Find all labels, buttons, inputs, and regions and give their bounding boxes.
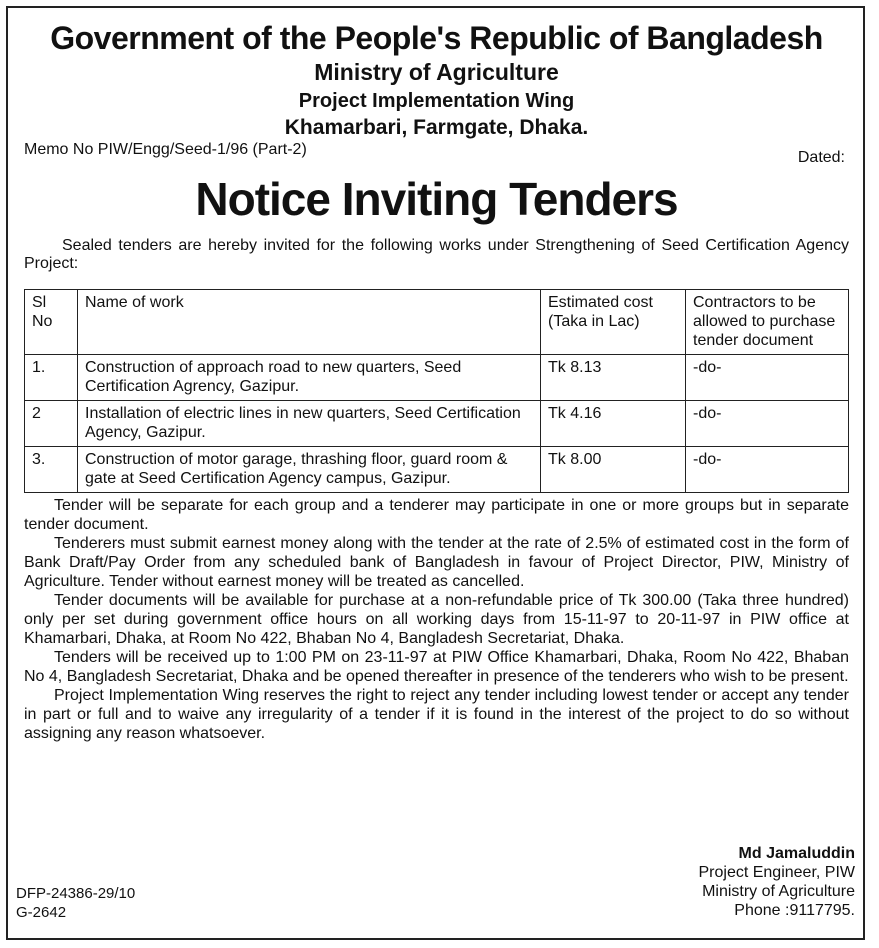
row-name: Construction of motor garage, thrashing floor, guard room & gate at Seed Certification Agency campus, Gazipur. bbox=[78, 447, 541, 493]
memo-number: Memo No PIW/Engg/Seed-1/96 (Part-2) bbox=[24, 141, 307, 158]
terms-section bbox=[24, 496, 849, 743]
table-row bbox=[25, 355, 849, 401]
address-heading: Khamarbari, Farmgate, Dhaka. bbox=[284, 116, 589, 139]
wing-heading: Project Implementation Wing bbox=[298, 90, 575, 112]
tender-notice bbox=[6, 6, 865, 940]
dfp-reference: DFP-24386-29/10 bbox=[16, 885, 136, 902]
header-cost: Estimated cost (Taka in Lac) bbox=[541, 290, 686, 355]
table-header-row bbox=[25, 290, 849, 355]
header-sl: Sl No bbox=[25, 290, 78, 355]
dated-label: Dated: bbox=[797, 149, 845, 166]
row-cost: Tk 4.16 bbox=[541, 401, 686, 447]
row-name: Construction of approach road to new quarters, Seed Certification Agrency, Gazipur. bbox=[78, 355, 541, 401]
paragraph-rights-reserved: Project Implementation Wing reserves the right to reject any tender including lowest tender or accept any tender in part or full and to waive any irregularity of a tender if it is found in the interest of the project to do so without assigning any reason whatsoever. bbox=[24, 687, 849, 742]
table-row bbox=[25, 401, 849, 447]
row-contractors: -do- bbox=[686, 355, 849, 401]
signatory-ministry: Ministry of Agriculture bbox=[702, 883, 855, 900]
row-sl: 3. bbox=[25, 447, 78, 493]
ministry-heading: Ministry of Agriculture bbox=[314, 59, 559, 85]
header-contractors: Contractors to be allowed to purchase tender document bbox=[686, 290, 849, 355]
g-reference: G-2642 bbox=[16, 904, 67, 921]
row-cost: Tk 8.00 bbox=[541, 447, 686, 493]
memo-row bbox=[24, 141, 849, 167]
paragraph-receipt-opening: Tenders will be received up to 1:00 PM on 23-11-97 at PIW Office Khamarbari, Dhaka, Room No 422, Bhaban No 4, Bangladesh Secretariat, Dhaka and be opened thereafter in presence of the tenderers who wish to be present. bbox=[24, 649, 849, 685]
paragraph-separate-groups: Tender will be separate for each group and a tenderer may participate in one or more groups but in separate tender document. bbox=[24, 497, 849, 533]
row-contractors: -do- bbox=[686, 447, 849, 493]
reference-codes bbox=[16, 884, 135, 922]
government-heading: Government of the People's Republic of Bangladesh bbox=[50, 20, 823, 56]
table-row bbox=[25, 447, 849, 493]
row-name: Installation of electric lines in new quarters, Seed Certification Agency, Gazipur. bbox=[78, 401, 541, 447]
signatory-designation: Project Engineer, PIW bbox=[698, 864, 855, 881]
notice-title: Notice Inviting Tenders bbox=[195, 173, 678, 225]
paragraph-tender-documents: Tender documents will be available for purchase at a non-refundable price of Tk 300.00 (Taka three hundred) only per set during government office hours on all working days from 15-11-97 to 20-11-97 in PIW office at Khamarbari, Dhaka, at Room No 422, Bhaban No 4, Bangladesh Secretariat, Dhaka. bbox=[24, 592, 849, 647]
row-contractors: -do- bbox=[686, 401, 849, 447]
intro-paragraph: Sealed tenders are hereby invited for the following works under Strengthening of Seed Certification Agency Project: bbox=[24, 237, 849, 272]
signature-block bbox=[698, 844, 855, 920]
signatory-phone: Phone :9117795. bbox=[734, 902, 855, 919]
paragraph-earnest-money: Tenderers must submit earnest money along with the tender at the rate of 2.5% of estimated cost in the form of Bank Draft/Pay Order from any scheduled bank of Bangladesh in favour of Project Director, PIW, Ministry of Agriculture. Tender without earnest money will be treated as cancelled. bbox=[24, 535, 849, 590]
row-sl: 2 bbox=[25, 401, 78, 447]
signatory-name: Md Jamaluddin bbox=[738, 845, 855, 862]
works-table bbox=[24, 289, 849, 493]
header-name: Name of work bbox=[78, 290, 541, 355]
row-sl: 1. bbox=[25, 355, 78, 401]
row-cost: Tk 8.13 bbox=[541, 355, 686, 401]
